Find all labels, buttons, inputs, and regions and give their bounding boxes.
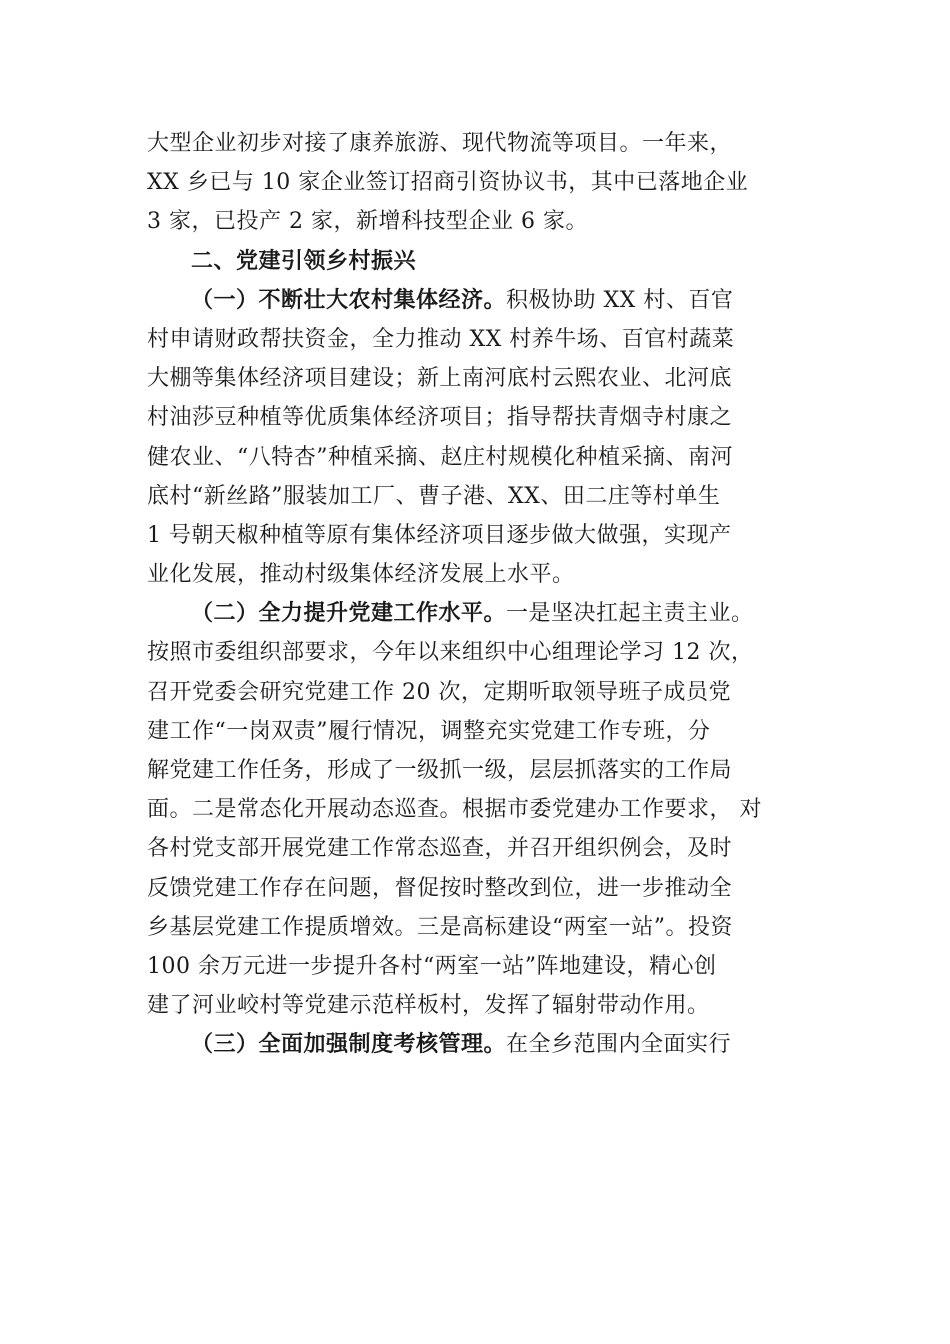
body-text: 积极协助 XX 村、百官: [506, 287, 734, 313]
section-heading: 二、党建引领乡村振兴: [191, 247, 417, 274]
body-line: 大型企业初步对接了康养旅游、现代物流等项目。一年来，: [147, 131, 733, 156]
body-line: 乡基层党建工作提质增效。三是高标建设“两室一站”。投资: [147, 914, 733, 940]
body-line: 按照市委组织部要求，今年以来组织中心组理论学习 12 次，: [147, 640, 754, 666]
body-line: 建工作“一岗双责”履行情况，调整充实党建工作专班，分: [147, 718, 711, 744]
body-line: 解党建工作任务，形成了一级抓一级，层层抓落实的工作局: [147, 758, 733, 783]
subsection-heading: （二）全力提升党建工作水平。: [191, 600, 507, 627]
body-line: 1 号朝天椒种植等原有集体经济项目逐步做大做强，实现产: [147, 522, 732, 548]
body-line: 健农业、“八特杏”种植采摘、赵庄村规模化种植采摘、南河: [147, 444, 733, 470]
body-line: 村油莎豆种植等优质集体经济项目；指导帮扶青烟寺村康之: [147, 405, 733, 431]
body-line: 召开党委会研究党建工作 20 次，定期听取领导班子成员党: [147, 679, 731, 705]
body-line: 3 家，已投产 2 家，新增科技型企业 6 家。: [147, 209, 588, 235]
body-line: 反馈党建工作存在问题，督促按时整改到位，进一步推动全: [147, 875, 733, 901]
body-line: 大棚等集体经济项目建设；新上南河底村云熙农业、北河底: [147, 366, 733, 392]
body-line: XX 乡已与 10 家企业签订招商引资协议书，其中已落地企业: [147, 170, 749, 196]
paragraph-line: [147, 594, 847, 633]
body-line: 面。二是常态化开展动态巡查。根据市委党建办工作要求， 对: [147, 797, 762, 823]
document-body: [147, 124, 847, 1065]
body-line: 底村“新丝路”服装加工厂、曹子港、XX、田二庄等村单生: [147, 483, 721, 509]
body-line: 业化发展，推动村级集体经济发展上水平。: [147, 562, 575, 588]
body-text: 一是坚决扛起主责主业。: [506, 601, 754, 627]
subsection-heading: （三）全面加强制度考核管理。: [191, 1031, 507, 1058]
paragraph-line: [147, 1025, 847, 1064]
body-text: 在全乡范围内全面实行: [506, 1032, 732, 1058]
body-line: 村申请财政帮扶资金，全力推动 XX 村养牛场、百官村蔬菜: [147, 326, 735, 352]
body-line: 100 余万元进一步提升各村“两室一站”阵地建设，精心创: [147, 953, 717, 979]
subsection-heading: （一）不断壮大农村集体经济。: [191, 286, 507, 313]
body-line: 各村党支部开展党建工作常态巡查，并召开组织例会，及时: [147, 836, 733, 862]
body-line: 建了河业峧村等党建示范样板村，发挥了辐射带动作用。: [147, 993, 710, 1019]
paragraph-line: [147, 281, 847, 320]
